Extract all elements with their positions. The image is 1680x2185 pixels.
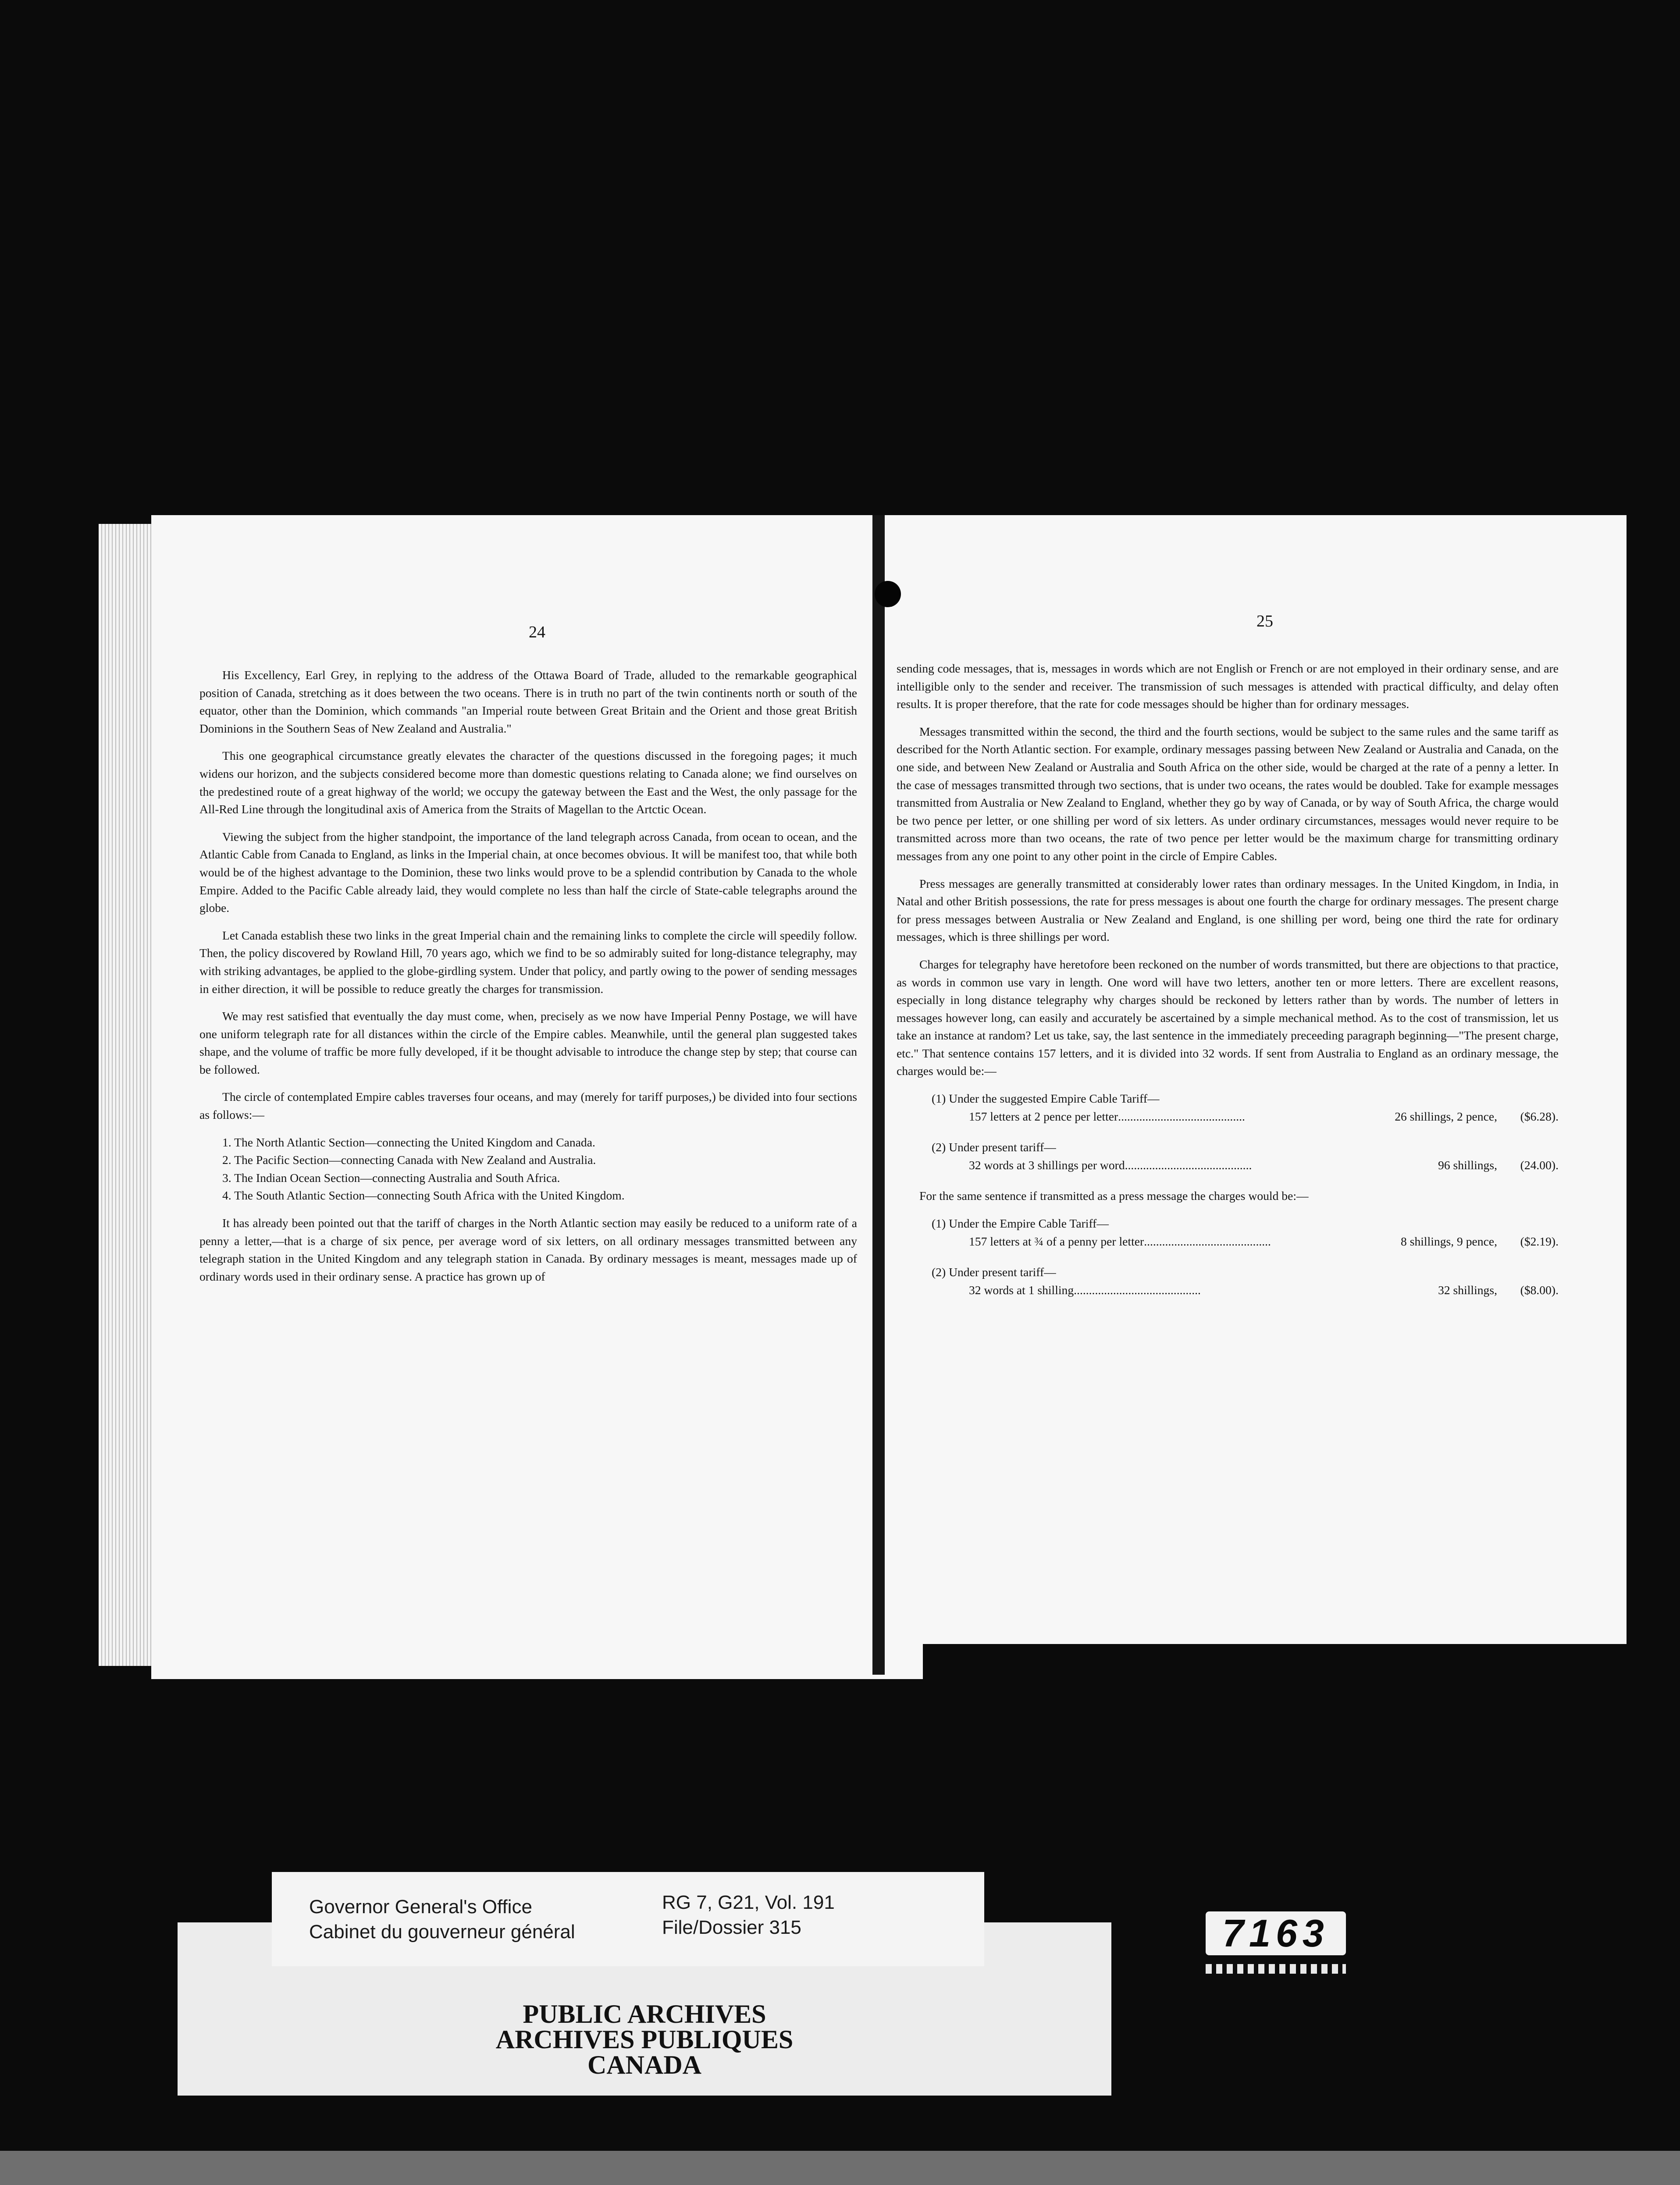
charge-heading: (2) Under present tariff— — [932, 1140, 1056, 1154]
charge-row — [969, 1281, 1559, 1299]
charge-total: ($2.19). — [1520, 1234, 1559, 1248]
section-item: 1. The North Atlantic Section—connecting the United Kingdom and Canada. — [222, 1135, 595, 1149]
paragraph: The circle of contemplated Empire cables traverses four oceans, and may (merely for tariff purposes,) be divided into four sections as follows:— — [199, 1090, 857, 1122]
charge-total: ($8.00). — [1520, 1283, 1559, 1297]
press-charge-2 — [897, 1263, 1559, 1299]
archives-line: ARCHIVES PUBLIQUES — [495, 2025, 794, 2054]
charge-label: 157 letters at 2 pence per letter — [969, 1109, 1118, 1123]
page-number-left: 24 — [529, 623, 545, 641]
paragraph: sending code messages, that is, messages in words which are not English or French or are not employed in their ordinary sense, and are intelligible only to the sender and receiver. The transmission of such messages is attended with practical difficulty, and delay often results. It is proper therefore, that the rate for code messages should be higher than for ordinary messages. — [897, 662, 1559, 711]
archives-stamp-text — [178, 2001, 1111, 2078]
charge-total: (24.00). — [1520, 1158, 1559, 1172]
archives-line: CANADA — [587, 2050, 701, 2079]
record-label — [272, 1872, 984, 1966]
page-number-right: 25 — [1256, 612, 1273, 630]
paragraph: It has already been pointed out that the tariff of charges in the North Atlantic section may easily be reduced to a uniform rate of a penny a letter,—that is a charge of six pence, per average word of six letters, on all ordinary messages transmitted between any telegraph station in the United Kingdom and any telegraph station in Canada. By ordinary messages is meant, messages made up of ordinary words used in their ordinary sense. A practice has grown up of — [199, 1216, 857, 1283]
charge-heading: (1) Under the suggested Empire Cable Tariff— — [932, 1092, 1160, 1106]
page-edges — [99, 524, 158, 1666]
charge-row — [969, 1157, 1559, 1174]
office-fr: Cabinet du gouverneur général — [309, 1921, 575, 1943]
right-page-text — [897, 660, 1559, 1312]
left-page-text — [199, 666, 857, 1295]
film-perforation — [1206, 1964, 1346, 1974]
press-charge-1 — [897, 1215, 1559, 1250]
open-book — [99, 515, 1613, 1679]
ordinary-charge-2 — [897, 1139, 1559, 1174]
archives-line: PUBLIC ARCHIVES — [523, 2000, 766, 2028]
paragraph: Press messages are generally transmitted at considerably lower rates than ordinary messages. In the United Kingdom, in India, in Natal and other British possessions, the rate for press messages is about one fourth the charge for ordinary messages. The present charge for press messages between Australia or New Zealand and England, is one shilling per word, being one third the rate for ordinary messages, which is three shillings per word. — [897, 876, 1559, 944]
section-item: 4. The South Atlantic Section—connecting South Africa with the United Kingdom. — [222, 1189, 625, 1203]
section-item: 3. The Indian Ocean Section—connecting Australia and South Africa. — [222, 1171, 560, 1185]
book-spine — [872, 515, 885, 1675]
paragraph: Let Canada establish these two links in the great Imperial chain and the remaining links to complete the circle will speedily follow. Then, the policy discovered by Rowland Hill, 70 years ago, which we find to be so admirably suited for long-distance telegraphy, may with striking advantages, be applied to the globe-girdling system. Under that policy, and partly owing to the power of sending messages in either direction, it will be possible to reduce greatly the charges for transmission. — [199, 928, 857, 996]
charge-heading: (1) Under the Empire Cable Tariff— — [932, 1217, 1109, 1231]
paragraph: Viewing the subject from the higher standpoint, the importance of the land telegraph across Canada, from ocean to ocean, and the Atlantic Cable from Canada to England, as links in the Imperial chain, at once becomes obvious. It will be manifest too, that while both would be of the highest advantage to the Dominion, these two links would prove to be a splendid contribution by Canada to the whole Empire. Added to the Pacific Cable already laid, they would complete no less than half the circle of State-cable telegraphs around the globe. — [199, 829, 857, 915]
film-bottom-strip — [0, 2151, 1680, 2185]
charge-amount: 26 shillings, 2 pence, — [1395, 1109, 1497, 1123]
press-note: For the same sentence if transmitted as a press message the charges would be:— — [919, 1189, 1309, 1203]
leader-dots: .......................................... — [1125, 1158, 1252, 1172]
paragraph: We may rest satisfied that eventually the day must come, when, precisely as we now have Imperial Penny Postage, we will have one uniform telegraph rate for all distances within the circle of the Empire cables. Meanwhile, until the general plan suggested takes shape, and the volume of traffic be more fully developed, if it be thought advisable to introduce the change step by step; that course can be followed. — [199, 1009, 857, 1076]
frame-number: 7163 — [1206, 1911, 1346, 1955]
charge-label: 32 words at 1 shilling — [969, 1283, 1074, 1297]
charge-heading: (2) Under present tariff— — [932, 1265, 1056, 1279]
office-en: Governor General's Office — [309, 1896, 532, 1918]
paragraph: His Excellency, Earl Grey, in replying to the address of the Ottawa Board of Trade, alluded to the remarkable geographical position of Canada, stretching as it does between the two oceans. There is in truth no part of the twin continents north or south of the equator, other than the Dominion, which commands "an Imperial route between Great Britain and the Orient and those great British Dominions in the Southern Seas of New Zealand and Australia." — [199, 668, 857, 735]
file-number: File/Dossier 315 — [662, 1917, 801, 1938]
charge-amount: 8 shillings, 9 pence, — [1401, 1234, 1497, 1248]
ordinary-charge-1 — [897, 1090, 1559, 1125]
paragraph: Messages transmitted within the second, the third and the fourth sections, would be subject to the same rules and the same tariff as described for the North Atlantic section. For example, ordinary messages passing between New Zealand or Australia and Canada, on the one side, and between New Zealand or Australia and South Africa on the other side, would be charged at the rate of a penny a letter. In the case of messages transmitted through two sections, that is under two oceans, the rates would be doubled. Take for example messages transmitted from Australia or New Zealand to England, whether they go by way of Canada, or by way of South Africa, the charge would be two pence per letter, or one shilling per word of six letters. As under ordinary circumstances, messages would never require to be transmitted across more than two oceans, the rate of two pence per letter would be the maximum charge for transmitting ordinary messages from any one point to any other point in the circle of Empire Cables. — [897, 724, 1559, 863]
right-page — [888, 515, 1627, 1644]
frame-counter — [1201, 1911, 1350, 1986]
charge-label: 32 words at 3 shillings per word — [969, 1158, 1125, 1172]
charge-row — [969, 1233, 1559, 1251]
binding-hole — [875, 581, 901, 607]
section-list — [222, 1134, 857, 1205]
left-page — [151, 515, 923, 1679]
charge-amount: 96 shillings, — [1438, 1158, 1497, 1172]
leader-dots: .......................................... — [1074, 1283, 1201, 1297]
charge-amount: 32 shillings, — [1438, 1283, 1497, 1297]
leader-dots: .......................................... — [1144, 1234, 1271, 1248]
charge-row — [969, 1108, 1559, 1126]
leader-dots: .......................................... — [1118, 1109, 1245, 1123]
paragraph: Charges for telegraphy have heretofore been reckoned on the number of words transmitted, but there are objections to that practice, as words in common use vary in length. One word will have two letters, another ten or more letters. There are excellent reasons, especially in long distance telegraphy why charges should be reckoned by letters rather than by words. The number of letters in messages however long, can easily and accurately be ascertained by a simple mechanical method. As to the cost of transmission, let us take an instance at random? Let us take, say, the last sentence in the immediately preceeding paragraph beginning—"The present charge, etc." That sentence contains 157 letters, and it is divided into 32 words. If sent from Australia to England as an ordinary message, the charges would be:— — [897, 957, 1559, 1078]
section-item: 2. The Pacific Section—connecting Canada with New Zealand and Australia. — [222, 1153, 596, 1167]
paragraph: This one geographical circumstance greatly elevates the character of the questions discussed in the foregoing pages; it much widens our horizon, and the subjects considered become more than domestic questions relating to Canada alone; we find ourselves on the predestined route of a great highway of the world; we occupy the gateway between the East and the West, the only passage for the All-Red Line through the longitudinal axis of America from the Straits of Magellan to the Artctic Ocean. — [199, 749, 857, 816]
charge-label: 157 letters at ¾ of a penny per letter — [969, 1234, 1144, 1248]
record-group: RG 7, G21, Vol. 191 — [662, 1892, 835, 1913]
charge-total: ($6.28). — [1520, 1109, 1559, 1123]
